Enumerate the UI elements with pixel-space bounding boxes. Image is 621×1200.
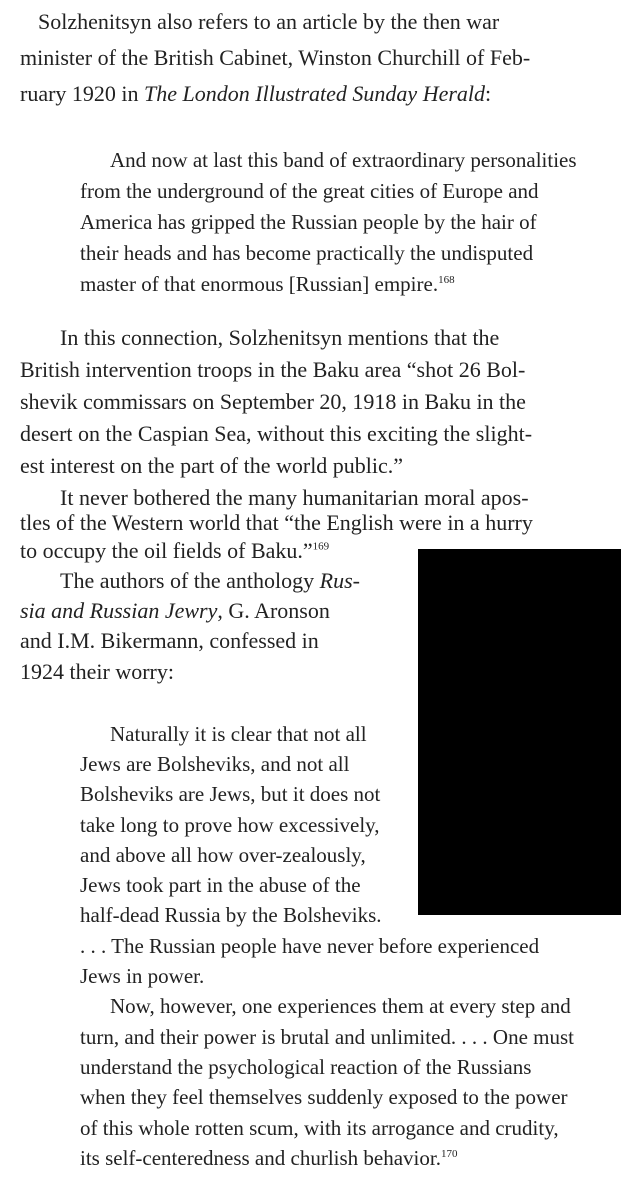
body-text: , G. Aronson xyxy=(217,598,330,623)
block-quote-line: Jews are Bolsheviks, and not all xyxy=(80,752,350,776)
redaction-block xyxy=(418,549,621,915)
footnote-marker: 168 xyxy=(438,274,455,286)
block-quote-line: when they feel themselves suddenly exposed to the power xyxy=(80,1085,568,1109)
block-quote-line: understand the psychological reaction of the Russians xyxy=(80,1055,532,1079)
block-quote-line: Jews in power. xyxy=(80,964,205,988)
block-quote-line: half-dead Russia by the Bolsheviks. xyxy=(80,903,382,927)
block-quote-line: Now, however, one experiences them at every step and xyxy=(110,994,571,1018)
body-text: : xyxy=(485,81,492,106)
body-text-line: est interest on the part of the world public.” xyxy=(20,453,404,478)
block-quote-line: And now at last this band of extraordinary personalities xyxy=(110,148,577,172)
block-quote-line: turn, and their power is brutal and unlimited. . . . One must xyxy=(80,1025,574,1049)
body-text-line xyxy=(20,537,329,565)
block-quote-line: from the underground of the great cities of Europe and xyxy=(80,179,539,203)
body-text-line xyxy=(20,80,491,108)
block-quote-text: master of that enormous [Russian] empire. xyxy=(80,272,439,296)
block-quote-text: its self-centeredness and churlish behavior. xyxy=(80,1146,441,1170)
body-text-line: In this connection, Solzhenitsyn mentions that the xyxy=(60,325,500,350)
block-quote-line xyxy=(80,1144,457,1172)
book-title: Rus- xyxy=(319,568,360,593)
block-quote-line: Naturally it is clear that not all xyxy=(110,722,367,746)
body-text-line: Solzhenitsyn also refers to an article by the then war xyxy=(38,9,500,34)
block-quote-line: and above all how over-zealously, xyxy=(80,843,366,867)
block-quote-line xyxy=(80,270,455,298)
body-text: ruary 1920 in xyxy=(20,81,145,106)
body-text-line: tles of the Western world that “the English were in a hurry xyxy=(20,510,533,535)
block-quote-line: Jews took part in the abuse of the xyxy=(80,873,361,897)
book-title: sia and Russian Jewry xyxy=(20,598,218,623)
block-quote-line: of this whole rotten scum, with its arrogance and crudity, xyxy=(80,1116,559,1140)
block-quote-line: take long to prove how excessively, xyxy=(80,813,380,837)
body-text-line: and I.M. Bikermann, confessed in xyxy=(20,628,319,653)
body-text-line: 1924 their worry: xyxy=(20,659,174,684)
body-text-line xyxy=(20,597,330,625)
body-text-line: shevik commissars on September 20, 1918 in Baku in the xyxy=(20,389,526,414)
body-text: The authors of the anthology xyxy=(60,568,320,593)
block-quote-line: America has gripped the Russian people by the hair of xyxy=(80,210,537,234)
block-quote-line: their heads and has become practically the undisputed xyxy=(80,241,534,265)
body-text-line xyxy=(60,567,360,595)
body-text: to occupy the oil fields of Baku.” xyxy=(20,538,313,563)
body-text-line: minister of the British Cabinet, Winston Churchill of Feb- xyxy=(20,45,531,70)
body-text-line: desert on the Caspian Sea, without this exciting the slight- xyxy=(20,421,533,446)
footnote-marker: 169 xyxy=(312,540,330,553)
publication-title: The London Illustrated Sunday Herald xyxy=(144,81,486,106)
body-text-line: British intervention troops in the Baku area “shot 26 Bol- xyxy=(20,357,526,382)
body-text-line: It never bothered the many humanitarian moral apos- xyxy=(60,485,529,510)
footnote-marker: 170 xyxy=(440,1148,458,1160)
block-quote-line: . . . The Russian people have never before experienced xyxy=(80,934,540,958)
block-quote-line: Bolsheviks are Jews, but it does not xyxy=(80,782,381,806)
